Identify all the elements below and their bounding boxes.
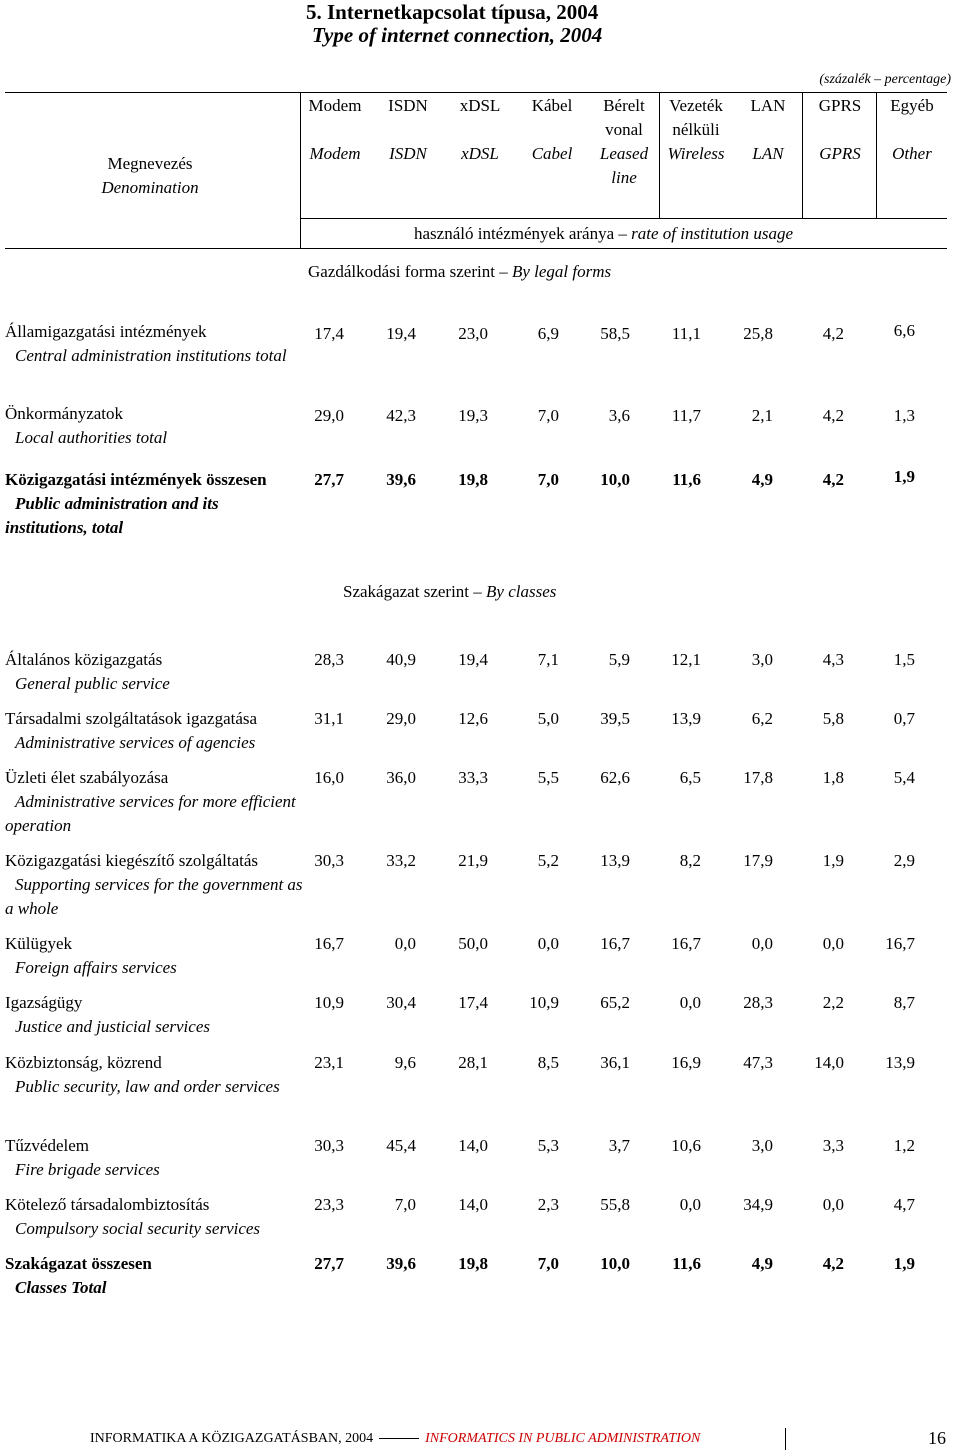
col-header-egyeb-hu: Egyéb (890, 96, 934, 115)
table-cell: 11,6 (672, 1254, 701, 1273)
table-cell: 17,8 (743, 768, 773, 787)
row-label (5, 991, 305, 1039)
row-label (5, 1252, 305, 1300)
row-label-en: Public administration and its institutions, total (5, 494, 219, 537)
table-cell: 7,0 (537, 470, 559, 489)
table-cell: 4,7 (893, 1195, 915, 1214)
denomination-hu: Megnevezés (107, 154, 193, 173)
table-cell: 14,0 (458, 1195, 488, 1214)
table-cell: 62,6 (600, 768, 630, 787)
section-title-legal-forms: Gazdálkodási forma szerint – By legal forms (308, 262, 612, 281)
table-cell: 25,8 (743, 324, 773, 343)
table-cell: 4,9 (751, 470, 773, 489)
col-header-gprs-en: GPRS (819, 144, 861, 163)
table-cell: 0,0 (394, 934, 416, 953)
table-cell: 23,3 (314, 1195, 344, 1214)
table-cell: 17,4 (458, 993, 488, 1012)
page-number: 16 (928, 1428, 946, 1448)
table-cell: 4,9 (751, 1254, 773, 1273)
col-header-egyeb-en: Other (892, 144, 932, 163)
table-cell: 55,8 (600, 1195, 630, 1214)
row-label-en: General public service (15, 674, 170, 693)
col-header-lan-hu: LAN (750, 96, 786, 115)
table-cell: 9,6 (394, 1053, 416, 1072)
table-cell: 0,0 (751, 934, 773, 953)
table-cell: 6,2 (751, 709, 773, 728)
row-label (5, 648, 305, 696)
table-cell: 28,3 (314, 650, 344, 669)
table-cell: 10,0 (600, 1254, 630, 1273)
col-header-kabel-en: Cabel (531, 144, 573, 163)
table-cell: 8,5 (537, 1053, 559, 1072)
table-cell: 6,9 (537, 324, 559, 343)
row-label (5, 402, 305, 450)
table-cell: 1,9 (822, 851, 844, 870)
col-header-gprs-hu: GPRS (818, 96, 862, 115)
table-cell: 19,4 (386, 324, 416, 343)
row-label-en: Classes Total (15, 1278, 107, 1297)
table-cell: 23,1 (314, 1053, 344, 1072)
table-cell: 11,1 (671, 324, 701, 343)
table-cell: 7,0 (537, 406, 559, 425)
row-label-hu: Üzleti élet szabályozása (5, 768, 169, 787)
table-cell: 1,5 (893, 650, 915, 669)
table-cell: 0,0 (822, 1195, 844, 1214)
table-cell: 27,7 (314, 470, 344, 489)
denomination-header (60, 152, 240, 200)
table-cell: 5,4 (893, 768, 915, 787)
row-label (5, 320, 305, 368)
row-label-en: Central administration institutions total (15, 346, 287, 365)
table-cell: 1,3 (893, 406, 915, 425)
table-cell: 12,1 (671, 650, 701, 669)
section-title-classes: Szakágazat szerint – By classes (343, 582, 557, 601)
footer-dash (379, 1438, 419, 1439)
table-cell: 36,1 (600, 1053, 630, 1072)
table-cell: 4,2 (822, 324, 844, 343)
table-cell: 45,4 (386, 1136, 416, 1155)
row-label-hu: Általános közigazgatás (5, 650, 163, 669)
header-top-rule (5, 92, 947, 93)
table-cell: 5,8 (822, 709, 844, 728)
table-cell: 17,9 (743, 851, 773, 870)
table-cell: 4,2 (822, 406, 844, 425)
table-cell: 13,9 (885, 1053, 915, 1072)
header-bottom-rule (5, 248, 947, 249)
table-cell: 5,2 (537, 851, 559, 870)
table-cell: 4,2 (822, 470, 844, 489)
table-cell: 0,7 (893, 709, 915, 728)
table-cell: 16,0 (314, 768, 344, 787)
row-label-en: Justice and justicial services (15, 1017, 210, 1036)
table-cell: 2,2 (822, 993, 844, 1012)
table-cell: 30,3 (314, 851, 344, 870)
table-cell: 34,9 (743, 1195, 773, 1214)
table-cell: 5,9 (608, 650, 630, 669)
table-cell: 16,7 (314, 934, 344, 953)
row-label-hu: Közigazgatási kiegészítő szolgáltatás (5, 851, 259, 870)
row-label-hu: Közigazgatási intézmények összesen (5, 470, 267, 489)
table-cell: 47,3 (743, 1053, 773, 1072)
col-header-lan-en: LAN (752, 144, 784, 163)
table-cell: 39,6 (386, 1254, 416, 1273)
row-label-hu: Külügyek (5, 934, 73, 953)
footer-en: INFORMATICS IN PUBLIC ADMINISTRATION (425, 1431, 701, 1446)
table-cell: 3,0 (751, 650, 773, 669)
table-cell: 16,9 (671, 1053, 701, 1072)
table-cell: 28,3 (743, 993, 773, 1012)
footer-hu: INFORMATIKA A KÖZIGAZGATÁSBAN, 2004 (90, 1431, 374, 1446)
table-cell: 2,1 (751, 406, 773, 425)
header-mid-rule (300, 218, 947, 219)
row-label-en: Administrative services of agencies (15, 733, 256, 752)
page-title-english: Type of internet connection, 2004 (312, 23, 603, 47)
table-cell: 14,0 (814, 1053, 844, 1072)
row-label-hu: Szakágazat összesen (5, 1254, 152, 1273)
row-label-en: Compulsory social security services (15, 1219, 261, 1238)
table-cell: 42,3 (386, 406, 416, 425)
row-label-en: Supporting services for the government as a whole (5, 875, 303, 918)
table-cell: 7,0 (537, 1254, 559, 1273)
table-cell: 10,6 (671, 1136, 701, 1155)
row-label-hu: Önkormányzatok (5, 404, 124, 423)
row-label-en: Fire brigade services (15, 1160, 160, 1179)
table-cell: 5,3 (537, 1136, 559, 1155)
table-cell: 6,5 (679, 768, 701, 787)
table-cell: 21,9 (458, 851, 488, 870)
row-label-hu: Kötelező társadalombiztosítás (5, 1195, 210, 1214)
table-cell: 19,3 (458, 406, 488, 425)
table-cell: 7,0 (394, 1195, 416, 1214)
unit-note: (százalék – percentage) (819, 72, 951, 87)
table-cell: 39,6 (386, 470, 416, 489)
table-cell: 0,0 (822, 934, 844, 953)
table-cell: 6,6 (893, 321, 915, 340)
table-cell: 14,0 (458, 1136, 488, 1155)
table-cell: 16,7 (600, 934, 630, 953)
table-cell: 50,0 (458, 934, 488, 953)
table-cell: 33,2 (386, 851, 416, 870)
table-cell: 39,5 (600, 709, 630, 728)
table-cell: 13,9 (600, 851, 630, 870)
table-cell: 0,0 (679, 1195, 701, 1214)
col-header-xdsl-hu: xDSL (459, 96, 501, 115)
table-cell: 1,9 (893, 1254, 915, 1273)
row-label-hu: Tűzvédelem (5, 1136, 90, 1155)
col-header-xdsl-en: xDSL (461, 144, 499, 163)
table-cell: 1,2 (893, 1136, 915, 1155)
table-cell: 65,2 (600, 993, 630, 1012)
table-cell: 4,3 (822, 650, 844, 669)
table-cell: 0,0 (679, 993, 701, 1012)
table-cell: 10,9 (529, 993, 559, 1012)
row-label (5, 849, 305, 921)
table-cell: 31,1 (314, 709, 344, 728)
row-label-hu: Igazságügy (5, 993, 83, 1012)
table-cell: 30,4 (386, 993, 416, 1012)
table-cell: 1,8 (822, 768, 844, 787)
col-header-modem-hu: Modem (308, 96, 362, 115)
row-label-hu: Államigazgatási intézmények (5, 322, 207, 341)
table-cell: 11,6 (672, 470, 701, 489)
table-cell: 27,7 (314, 1254, 344, 1273)
table-cell: 33,3 (458, 768, 488, 787)
table-cell: 30,3 (314, 1136, 344, 1155)
table-cell: 58,5 (600, 324, 630, 343)
table-cell: 13,9 (671, 709, 701, 728)
table-cell: 36,0 (386, 768, 416, 787)
col-header-vezetek-en: Wireless (667, 144, 725, 163)
table-cell: 28,1 (458, 1053, 488, 1072)
row-label-en: Administrative services for more efficient operation (5, 792, 296, 835)
usage-rate-subheader: használó intézmények aránya – rate of institution usage (414, 224, 794, 243)
row-label (5, 766, 305, 838)
denomination-en: Denomination (101, 178, 199, 197)
table-cell: 5,5 (537, 768, 559, 787)
row-label (5, 1193, 305, 1241)
table-cell: 16,7 (885, 934, 915, 953)
col-header-isdn-hu: ISDN (388, 96, 428, 115)
table-cell: 16,7 (671, 934, 701, 953)
table-cell: 17,4 (314, 324, 344, 343)
col-header-berelt-hu: Bérelt vonal (603, 96, 645, 139)
table-cell: 3,6 (608, 406, 630, 425)
usage-rate-en: rate of institution usage (631, 224, 794, 243)
table-cell: 8,2 (679, 851, 701, 870)
row-label (5, 1051, 305, 1099)
table-cell: 29,0 (314, 406, 344, 425)
row-label-en: Foreign affairs services (15, 958, 177, 977)
table-cell: 2,9 (893, 851, 915, 870)
col-header-berelt-en: Leased line (599, 144, 649, 187)
table-cell: 5,0 (537, 709, 559, 728)
row-label-en: Public security, law and order services (15, 1077, 280, 1096)
row-label-hu: Társadalmi szolgáltatások igazgatása (5, 709, 258, 728)
usage-rate-hu: használó intézmények aránya (414, 224, 615, 243)
table-cell: 19,4 (458, 650, 488, 669)
table-cell: 10,0 (600, 470, 630, 489)
table-cell: 8,7 (893, 993, 915, 1012)
table-cell: 1,9 (893, 467, 915, 486)
table-cell: 3,0 (751, 1136, 773, 1155)
col-header-modem-en: Modem (309, 144, 361, 163)
footer-divider (785, 1428, 786, 1450)
table-cell: 12,6 (458, 709, 488, 728)
table-cell: 40,9 (386, 650, 416, 669)
table-cell: 19,8 (458, 1254, 488, 1273)
table-cell: 19,8 (458, 470, 488, 489)
table-cell: 11,7 (671, 406, 701, 425)
page-title: 5. Internetkapcsolat típusa, 2004 (306, 0, 599, 24)
table-cell: 7,1 (537, 650, 559, 669)
row-label-en: Local authorities total (15, 428, 168, 447)
table-cell: 29,0 (386, 709, 416, 728)
col-header-vezetek-hu: Vezeték nélküli (669, 96, 723, 139)
row-label (5, 1134, 305, 1182)
col-header-isdn-en: ISDN (389, 144, 427, 163)
table-cell: 23,0 (458, 324, 488, 343)
row-label (5, 707, 305, 755)
footer (90, 1431, 700, 1447)
row-label (5, 468, 305, 540)
table-cell: 4,2 (822, 1254, 844, 1273)
table-cell: 0,0 (537, 934, 559, 953)
table-cell: 3,3 (822, 1136, 844, 1155)
row-label-hu: Közbiztonság, közrend (5, 1053, 162, 1072)
row-label (5, 932, 305, 980)
table-cell: 10,9 (314, 993, 344, 1012)
table-cell: 3,7 (608, 1136, 630, 1155)
table-cell: 2,3 (537, 1195, 559, 1214)
col-header-kabel-hu: Kábel (531, 96, 573, 115)
